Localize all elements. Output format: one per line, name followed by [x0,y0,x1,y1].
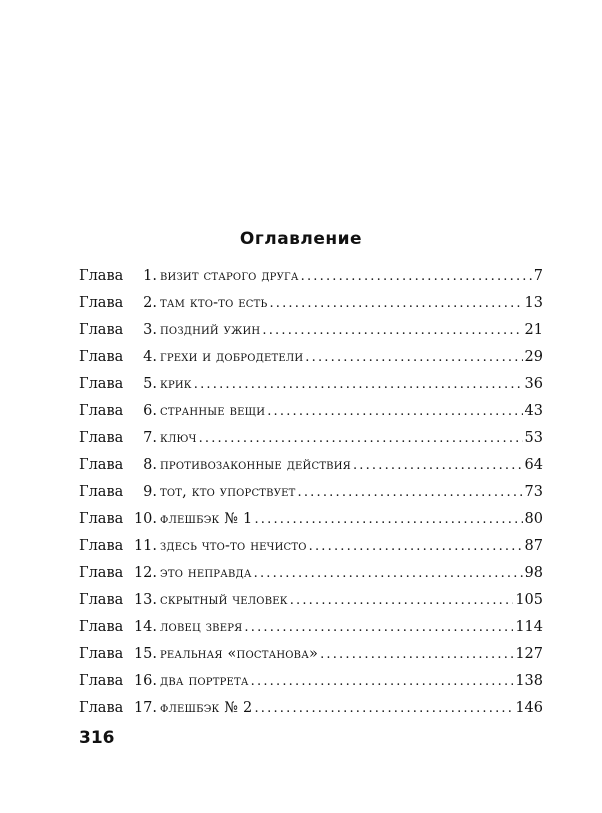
chapter-number: 13. [133,592,157,608]
toc-row[interactable] [79,673,543,700]
chapter-number: 10. [133,511,157,527]
chapter-page: 146 [515,700,543,716]
dot-leader [262,323,522,338]
chapter-page: 53 [524,430,543,446]
chapter-number: 11. [133,538,157,554]
toc-row[interactable] [79,376,543,403]
dot-leader [290,593,514,608]
chapter-page: 80 [524,511,543,527]
dot-leader [199,431,523,446]
chapter-page: 29 [524,349,543,365]
chapter-label: Глава [79,376,124,392]
chapter-number: 14. [133,619,157,635]
chapter-number: 8. [143,457,157,473]
chapter-number: 4. [143,349,157,365]
chapter-title: ловец зверя [160,619,243,635]
chapter-title: это неправда [160,565,252,581]
table-of-contents [79,268,543,727]
chapter-page: 64 [524,457,543,473]
chapter-label: Глава [79,565,124,581]
chapter-label: Глава [79,484,124,500]
chapter-label: Глава [79,592,124,608]
chapter-page: 7 [533,268,543,284]
chapter-page: 105 [515,592,543,608]
chapter-label: Глава [79,322,124,338]
dot-leader [254,512,522,527]
dot-leader [251,674,514,689]
chapter-title: скрытный человек [160,592,288,608]
chapter-page: 36 [524,376,543,392]
chapter-number: 17. [133,700,157,716]
chapter-label: Глава [79,295,124,311]
toc-row[interactable] [79,511,543,538]
chapter-label: Глава [79,673,124,689]
dot-leader [298,485,523,500]
toc-row[interactable] [79,484,543,511]
chapter-number: 15. [133,646,157,662]
chapter-label: Глава [79,430,124,446]
dot-leader [305,350,522,365]
toc-row[interactable] [79,403,543,430]
chapter-page: 127 [515,646,543,662]
dot-leader [309,539,523,554]
chapter-title: флешбэк № 1 [160,511,253,527]
chapter-title: реальная «постанова» [160,646,319,662]
chapter-page: 138 [515,673,543,689]
toc-row[interactable] [79,700,543,727]
chapter-label: Глава [79,646,124,662]
chapter-label: Глава [79,349,124,365]
toc-row[interactable] [79,268,543,295]
toc-row[interactable] [79,565,543,592]
toc-row[interactable] [79,646,543,673]
dot-leader [353,458,523,473]
chapter-number: 2. [143,295,157,311]
chapter-label: Глава [79,538,124,554]
chapter-page: 43 [524,403,543,419]
chapter-label: Глава [79,700,124,716]
chapter-page: 21 [524,322,543,338]
dot-leader [267,404,522,419]
chapter-page: 13 [524,295,543,311]
toc-row[interactable] [79,538,543,565]
chapter-page: 87 [524,538,543,554]
chapter-number: 12. [133,565,157,581]
dot-leader [301,269,532,284]
chapter-title: здесь что-то нечисто [160,538,307,554]
dot-leader [269,296,522,311]
toc-row[interactable] [79,619,543,646]
chapter-title: поздний ужин [160,322,261,338]
dot-leader [244,620,513,635]
chapter-number: 3. [143,322,157,338]
chapter-page: 98 [524,565,543,581]
chapter-number: 6. [143,403,157,419]
chapter-number: 7. [143,430,157,446]
toc-row[interactable] [79,295,543,322]
chapter-title: противозаконные действия [160,457,351,473]
chapter-number: 9. [143,484,157,500]
chapter-title: там кто-то есть [160,295,268,311]
chapter-title: тот, кто упорствует [160,484,296,500]
chapter-title: крик [160,376,192,392]
page-number: 316 [79,728,115,748]
dot-leader [194,377,523,392]
chapter-label: Глава [79,403,124,419]
toc-row[interactable] [79,592,543,619]
chapter-number: 1. [143,268,157,284]
dot-leader [320,647,513,662]
toc-row[interactable] [79,349,543,376]
chapter-title: флешбэк № 2 [160,700,253,716]
chapter-title: странные вещи [160,403,266,419]
chapter-number: 5. [143,376,157,392]
chapter-label: Глава [79,511,124,527]
chapter-title: визит старого друга [160,268,299,284]
chapter-title: грехи и добродетели [160,349,304,365]
dot-leader [254,566,523,581]
chapter-title: ключ [160,430,197,446]
chapter-label: Глава [79,457,124,473]
chapter-page: 73 [524,484,543,500]
toc-row[interactable] [79,430,543,457]
chapter-title: два портрета [160,673,249,689]
dot-leader [254,701,513,716]
chapter-label: Глава [79,268,124,284]
toc-row[interactable] [79,322,543,349]
chapter-number: 16. [133,673,157,689]
toc-heading: Оглавление [239,229,363,249]
chapter-page: 114 [515,619,543,635]
toc-row[interactable] [79,457,543,484]
chapter-label: Глава [79,619,124,635]
